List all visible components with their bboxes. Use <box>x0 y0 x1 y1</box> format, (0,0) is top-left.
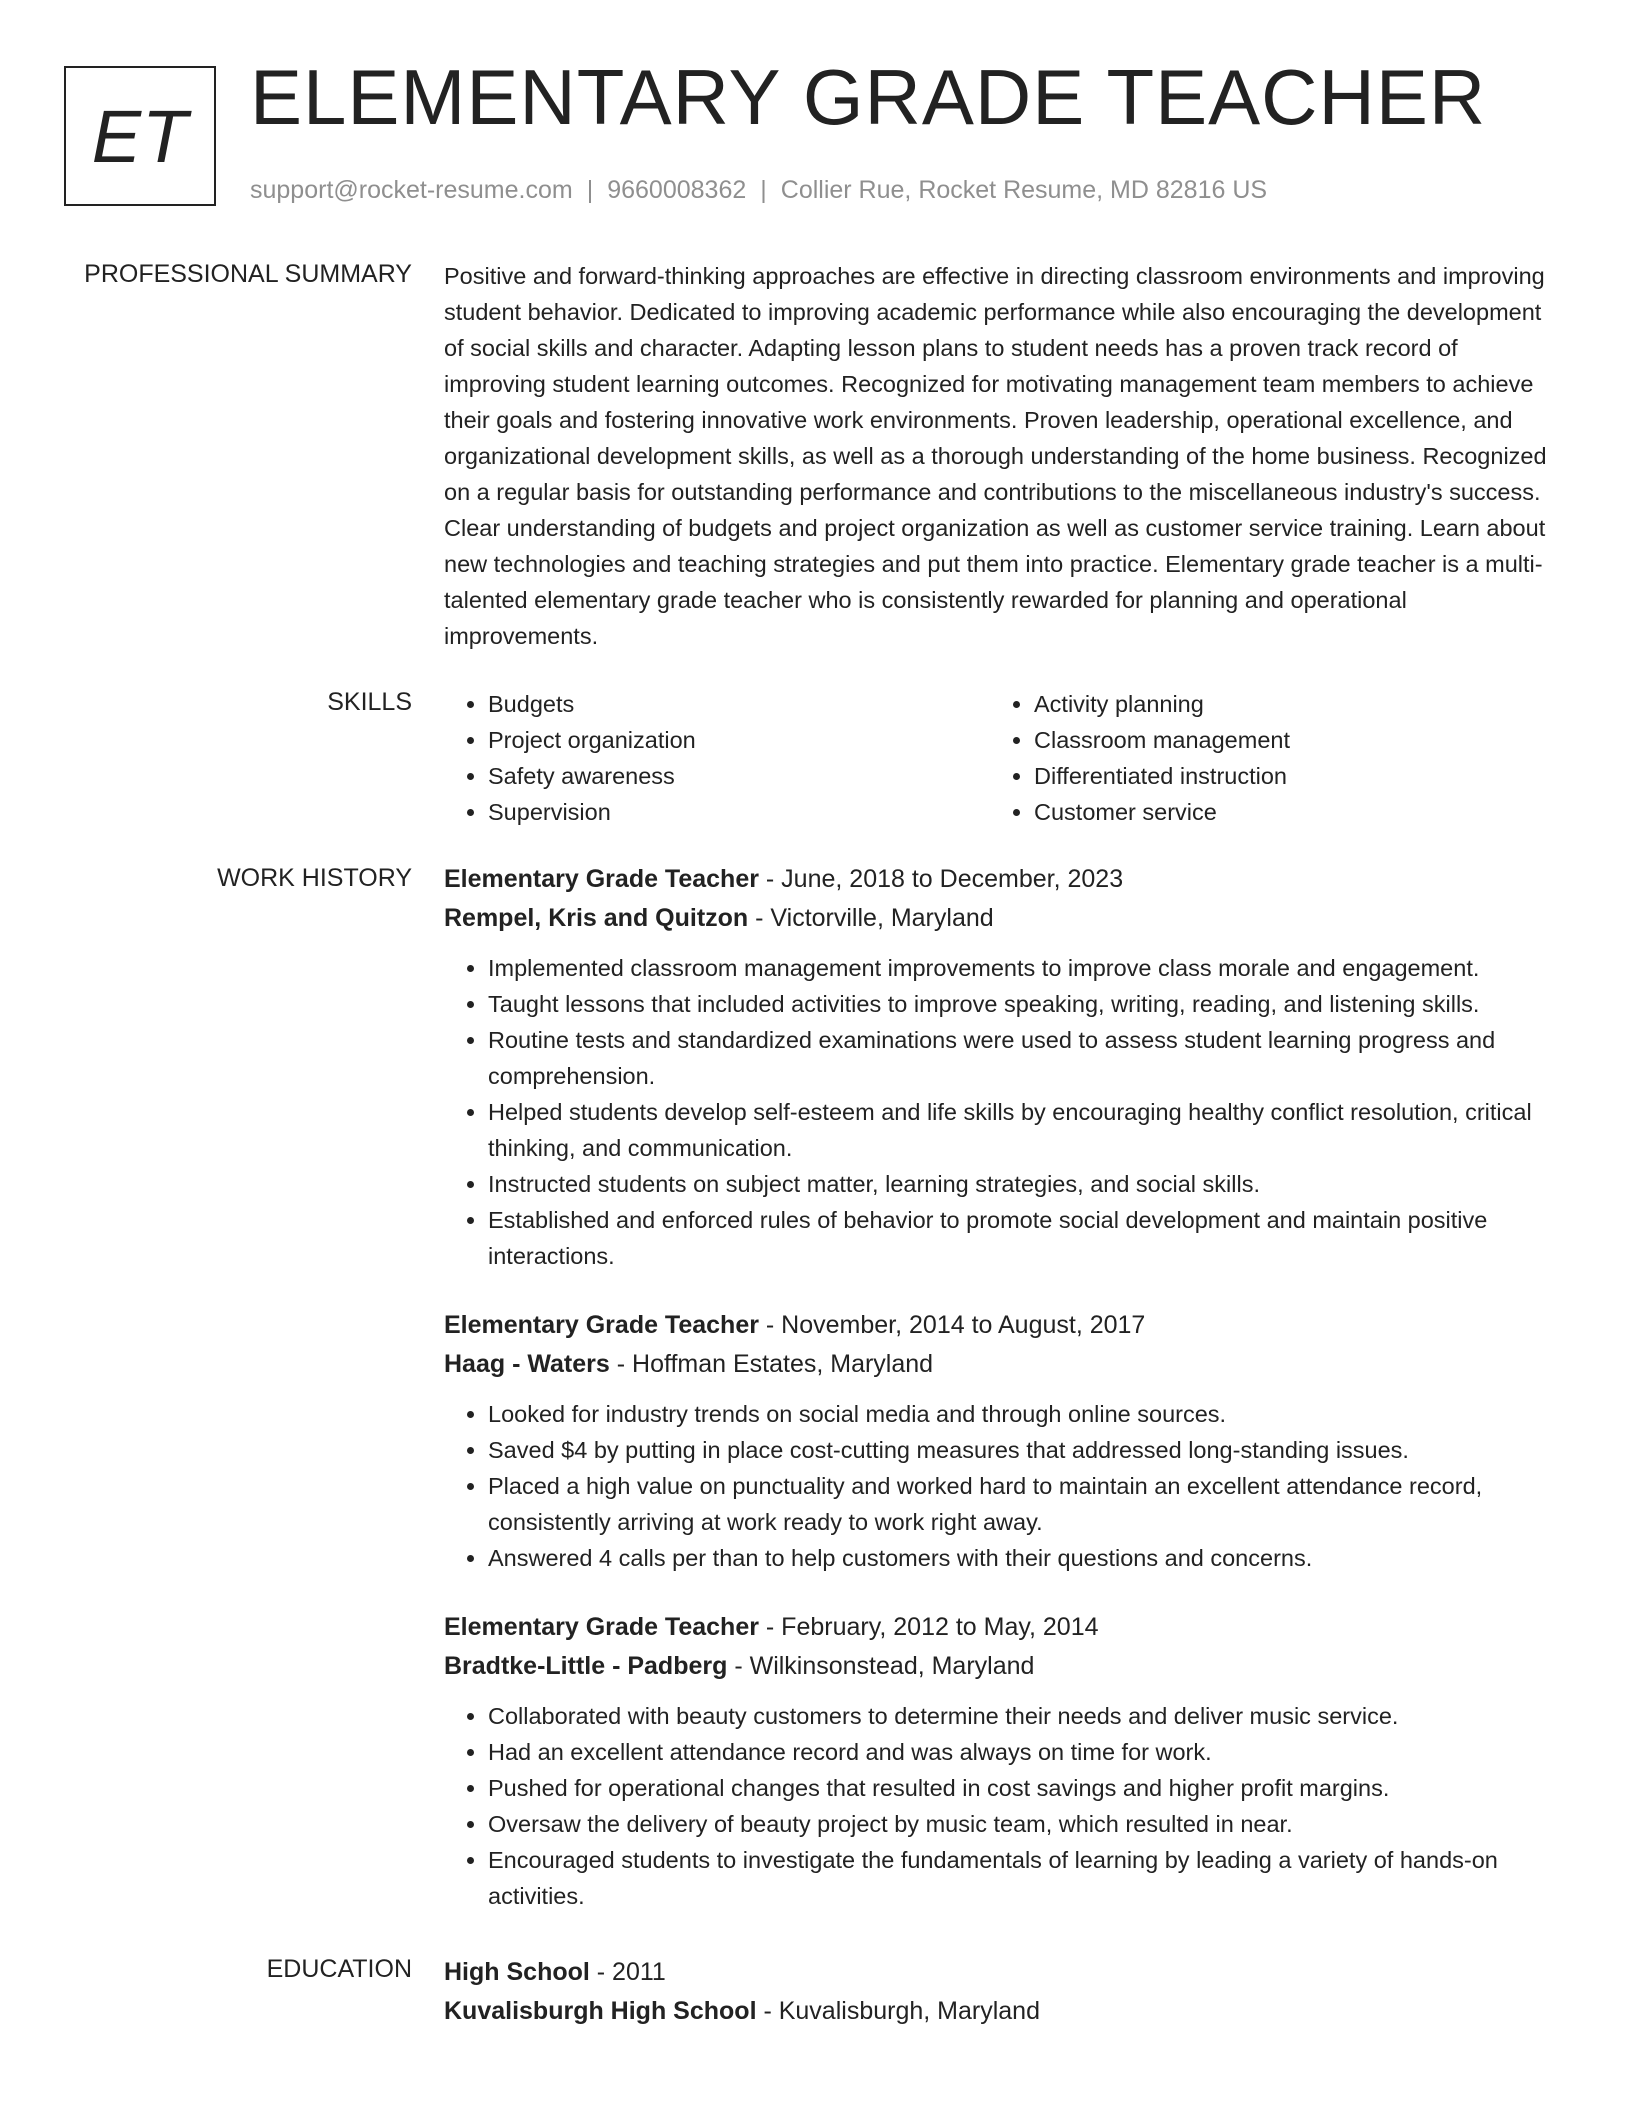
skills-list <box>444 686 1559 830</box>
job-bullet: • Answered 4 calls per than to help customers with their questions and concerns. <box>488 1540 1559 1576</box>
contact-line <box>250 176 1267 205</box>
job-bullet: • Helped students develop self-esteem and life skills by encouraging healthy conflict resolution, critical thinking, and communication. <box>488 1094 1559 1166</box>
job-dates: - February, 2012 to May, 2014 <box>758 1613 1099 1641</box>
summary-text: Positive and forward-thinking approaches are effective in directing classroom environments and improving student behavior. Dedicated to improving academic performance while also encouraging the development of social skills and character. Adapting lesson plans to student needs has a proven track record of improving student learning outcomes. Recognized for motivating management team members to achieve their goals and fostering innovative work environments. Proven leadership, operational excellence, and organizational development skills, as well as a thorough understanding of the home business. Recognized on a regular basis for outstanding performance and contributions to the miscellaneous industry's success. Clear understanding of budgets and project organization as well as customer service training. Learn about new technologies and teaching strategies and put them into practice. Elementary grade teacher is a multi-talented elementary grade teacher who is consistently rewarded for planning and operational improvements. <box>444 263 1547 649</box>
job-bullet: • Oversaw the delivery of beauty project by music team, which resulted in near. <box>488 1806 1559 1842</box>
job-bullets <box>444 1396 1559 1576</box>
work-history-content <box>444 860 1559 1946</box>
section-label-work-history: WORK HISTORY <box>217 864 412 892</box>
summary-content <box>444 258 1559 654</box>
job-title: Elementary Grade Teacher <box>444 1613 759 1641</box>
job-bullets <box>444 950 1559 1274</box>
job-title-line <box>444 1306 1559 1345</box>
job-bullet: • Instructed students on subject matter, learning strategies, and social skills. <box>488 1166 1559 1202</box>
job-title: Elementary Grade Teacher <box>444 1311 759 1339</box>
job-entry <box>444 860 1559 1274</box>
job-entry <box>444 1608 1559 1914</box>
job-company-line <box>444 899 1559 938</box>
job-dates: - November, 2014 to August, 2017 <box>758 1311 1146 1339</box>
skill-item: • Activity planning <box>1034 686 1536 722</box>
page-title: ELEMENTARY GRADE TEACHER <box>250 53 1487 141</box>
job-location: - Victorville, Maryland <box>748 904 994 932</box>
job-company-line <box>444 1647 1559 1686</box>
job-title-line <box>444 1608 1559 1647</box>
education-content <box>444 1953 1559 2031</box>
section-label-summary: PROFESSIONAL SUMMARY <box>84 260 412 288</box>
skill-item: • Customer service <box>1034 794 1536 830</box>
job-bullets <box>444 1698 1559 1914</box>
job-location: - Hoffman Estates, Maryland <box>609 1350 934 1378</box>
job-bullet: • Implemented classroom management improvements to improve class morale and engagement. <box>488 950 1559 986</box>
job-bullet: • Looked for industry trends on social media and through online sources. <box>488 1396 1559 1432</box>
education-year: - 2011 <box>589 1958 666 1986</box>
education-school-line <box>444 1992 1559 2031</box>
education-degree-line <box>444 1953 1559 1992</box>
section-label-education: EDUCATION <box>266 1955 412 1983</box>
skill-item: • Safety awareness <box>488 758 990 794</box>
skill-item: • Project organization <box>488 722 990 758</box>
education-location: - Kuvalisburgh, Maryland <box>756 1997 1040 2025</box>
contact-separator: | <box>586 176 594 204</box>
job-dates: - June, 2018 to December, 2023 <box>758 865 1124 893</box>
skill-item: • Classroom management <box>1034 722 1536 758</box>
job-location: - Wilkinsonstead, Maryland <box>727 1652 1035 1680</box>
phone-number[interactable]: 9660008362 <box>607 176 747 204</box>
job-bullet: • Encouraged students to investigate the fundamentals of learning by leading a variety of hands-on activities. <box>488 1842 1559 1914</box>
skill-item: • Differentiated instruction <box>1034 758 1536 794</box>
job-bullet: • Collaborated with beauty customers to determine their needs and deliver music service. <box>488 1698 1559 1734</box>
job-entry <box>444 1306 1559 1576</box>
job-bullet: • Placed a high value on punctuality and worked hard to maintain an excellent attendance record, consistently arriving at work ready to work right away. <box>488 1468 1559 1540</box>
job-company: Haag - Waters <box>444 1350 610 1378</box>
job-title-line <box>444 860 1559 899</box>
job-bullet: • Pushed for operational changes that resulted in cost savings and higher profit margins. <box>488 1770 1559 1806</box>
monogram-logo: ET <box>64 66 216 206</box>
skills-column-right <box>990 686 1536 830</box>
address: Collier Rue, Rocket Resume, MD 82816 US <box>780 176 1268 204</box>
contact-separator: | <box>760 176 767 204</box>
education-degree: High School <box>444 1958 590 1986</box>
job-bullet: • Had an excellent attendance record and was always on time for work. <box>488 1734 1559 1770</box>
job-bullet: • Routine tests and standardized examinations were used to assess student learning progress and comprehension. <box>488 1022 1559 1094</box>
email-link[interactable]: support@rocket-resume.com <box>250 176 573 204</box>
job-bullet: • Saved $4 by putting in place cost-cutting measures that addressed long-standing issues. <box>488 1432 1559 1468</box>
job-bullet: • Established and enforced rules of behavior to promote social development and maintain positive interactions. <box>488 1202 1559 1274</box>
job-company-line <box>444 1345 1559 1384</box>
job-bullet: • Taught lessons that included activities to improve speaking, writing, reading, and listening skills. <box>488 986 1559 1022</box>
section-label-skills: SKILLS <box>327 688 412 716</box>
skill-item: • Supervision <box>488 794 990 830</box>
job-company: Rempel, Kris and Quitzon <box>444 904 749 932</box>
skill-item: • Budgets <box>488 686 990 722</box>
skills-column-left <box>444 686 990 830</box>
job-company: Bradtke-Little - Padberg <box>444 1652 728 1680</box>
education-school: Kuvalisburgh High School <box>444 1997 757 2025</box>
job-title: Elementary Grade Teacher <box>444 865 759 893</box>
